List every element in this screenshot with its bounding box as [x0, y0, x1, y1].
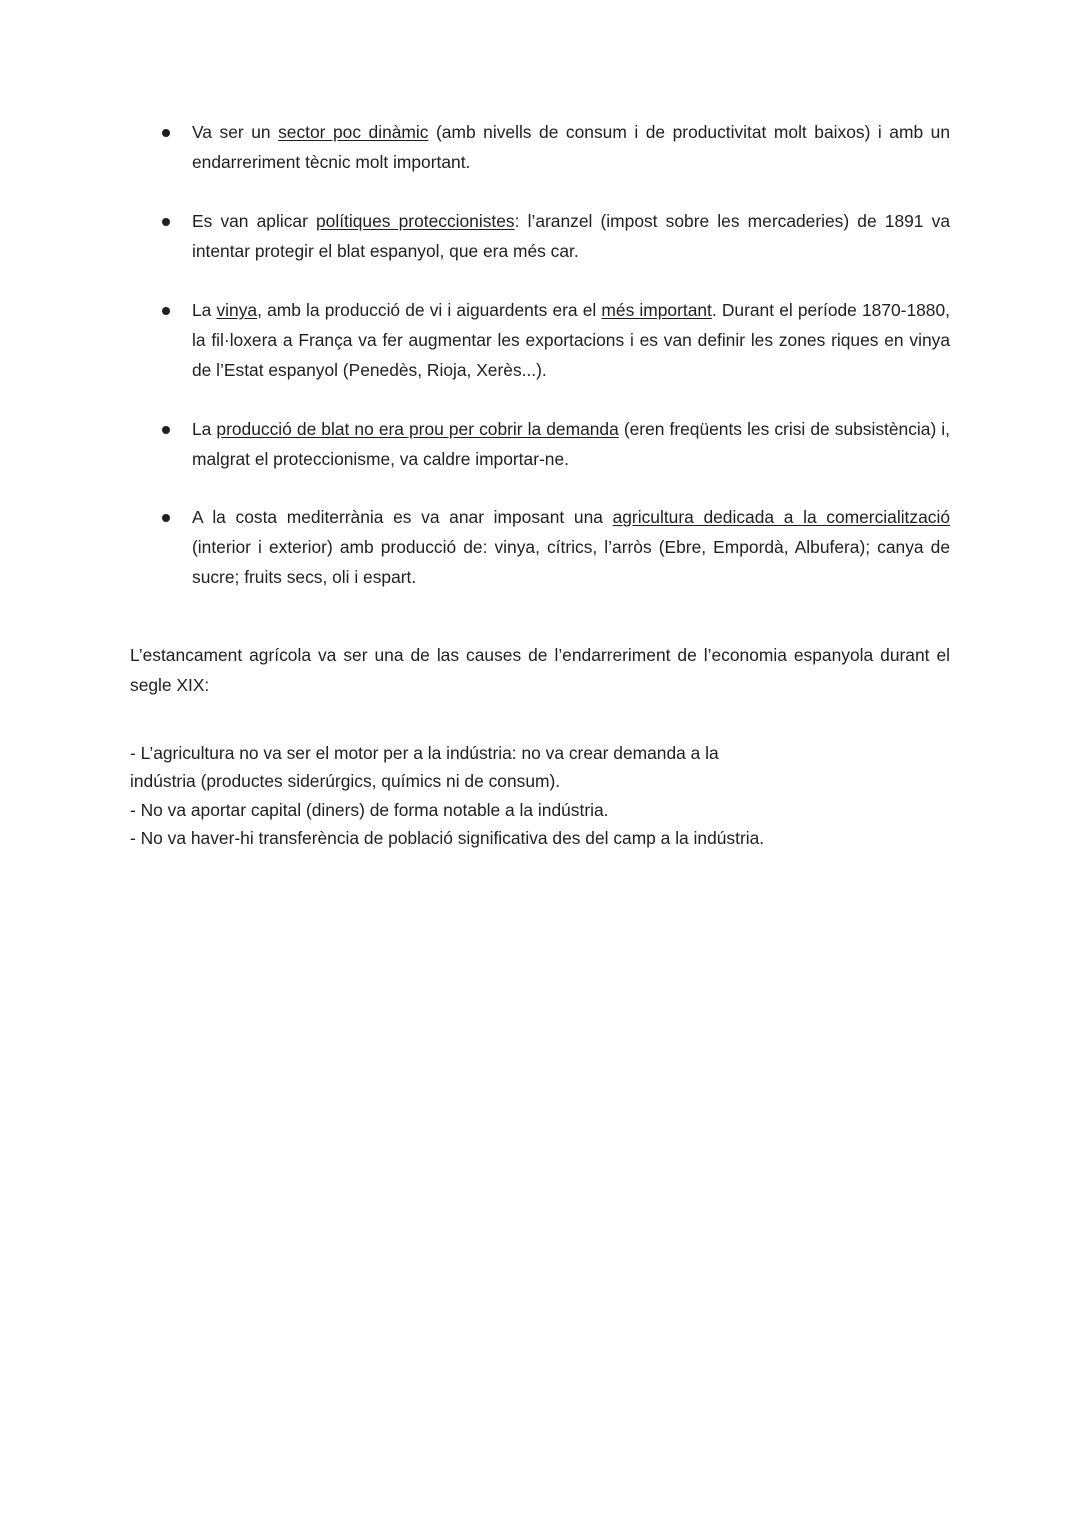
bullet-dot-icon [162, 514, 170, 522]
bullet-text-underlined: polítiques proteccionistes [316, 210, 515, 231]
list-item [130, 503, 950, 593]
bullet-dot-icon [162, 307, 170, 315]
bullet-text-underlined: agricultura dedicada a la comercialització [612, 507, 950, 528]
dash-line: - No va haver-hi transferència de població significativa des del camp a la indústria. [130, 827, 765, 848]
summary-paragraph: L’estancament agrícola va ser una de las causes de l’endarreriment de l’economia espanyola durant el segle XIX: [130, 645, 950, 696]
dash-list [130, 739, 950, 852]
bullet-text-pre: La [192, 418, 217, 439]
bullet-text-post: . Durant el període 1870-1880, la fil·loxera a França va fer augmentar les exportacions i es van definir les zones riques en vinya de l’Estat espanyol (Penedès, Rioja, Xerès...). [192, 299, 950, 380]
bullet-text-post: (amb nivells de consum i de productivitat molt baixos) i amb un endarreriment tècnic molt important. [192, 122, 950, 172]
list-item [130, 415, 950, 475]
dash-line: - No va aportar capital (diners) de forma notable a la indústria. [130, 799, 609, 820]
bullet-dot-icon [162, 218, 170, 226]
bullet-text-post: : l’aranzel (impost sobre les mercaderies) de 1891 va intentar protegir el blat espanyol, que era més car. [192, 210, 950, 261]
list-item [130, 207, 950, 267]
bullet-text-pre: A la costa mediterrània es va anar imposant una [192, 507, 613, 528]
bullet-text-pre: Va ser un [192, 122, 279, 142]
bullet-dot-icon [162, 426, 170, 434]
dash-line: - L’agricultura no va ser el motor per a la indústria: no va crear demanda a la [130, 743, 719, 764]
bullet-list [130, 118, 950, 593]
bullet-text-underlined-2: més important [601, 299, 712, 320]
bullet-text-underlined: producció de blat no era prou per cobrir la demanda [216, 418, 619, 439]
bullet-dot-icon [162, 129, 170, 137]
list-item [130, 118, 950, 178]
bullet-text-pre: Es van aplicar [192, 210, 317, 231]
bullet-text-post: (interior i exterior) amb producció de: vinya, cítrics, l’arròs (Ebre, Empordà, Albufera); canya de sucre; fruits secs, oli i espart. [192, 537, 950, 588]
list-item [130, 296, 950, 386]
bullet-text-underlined: sector poc dinàmic [278, 122, 429, 142]
bullet-text-underlined: vinya [216, 299, 258, 320]
bullet-text-mid: , amb la producció de vi i aiguardents era el [257, 299, 602, 320]
dash-line: indústria (productes siderúrgics, químics ni de consum). [130, 771, 561, 792]
bullet-text-pre: La [192, 299, 217, 320]
bullet-text-post: (eren freqüents les crisi de subsistència) i, malgrat el proteccionisme, va caldre importar-ne. [192, 418, 950, 469]
